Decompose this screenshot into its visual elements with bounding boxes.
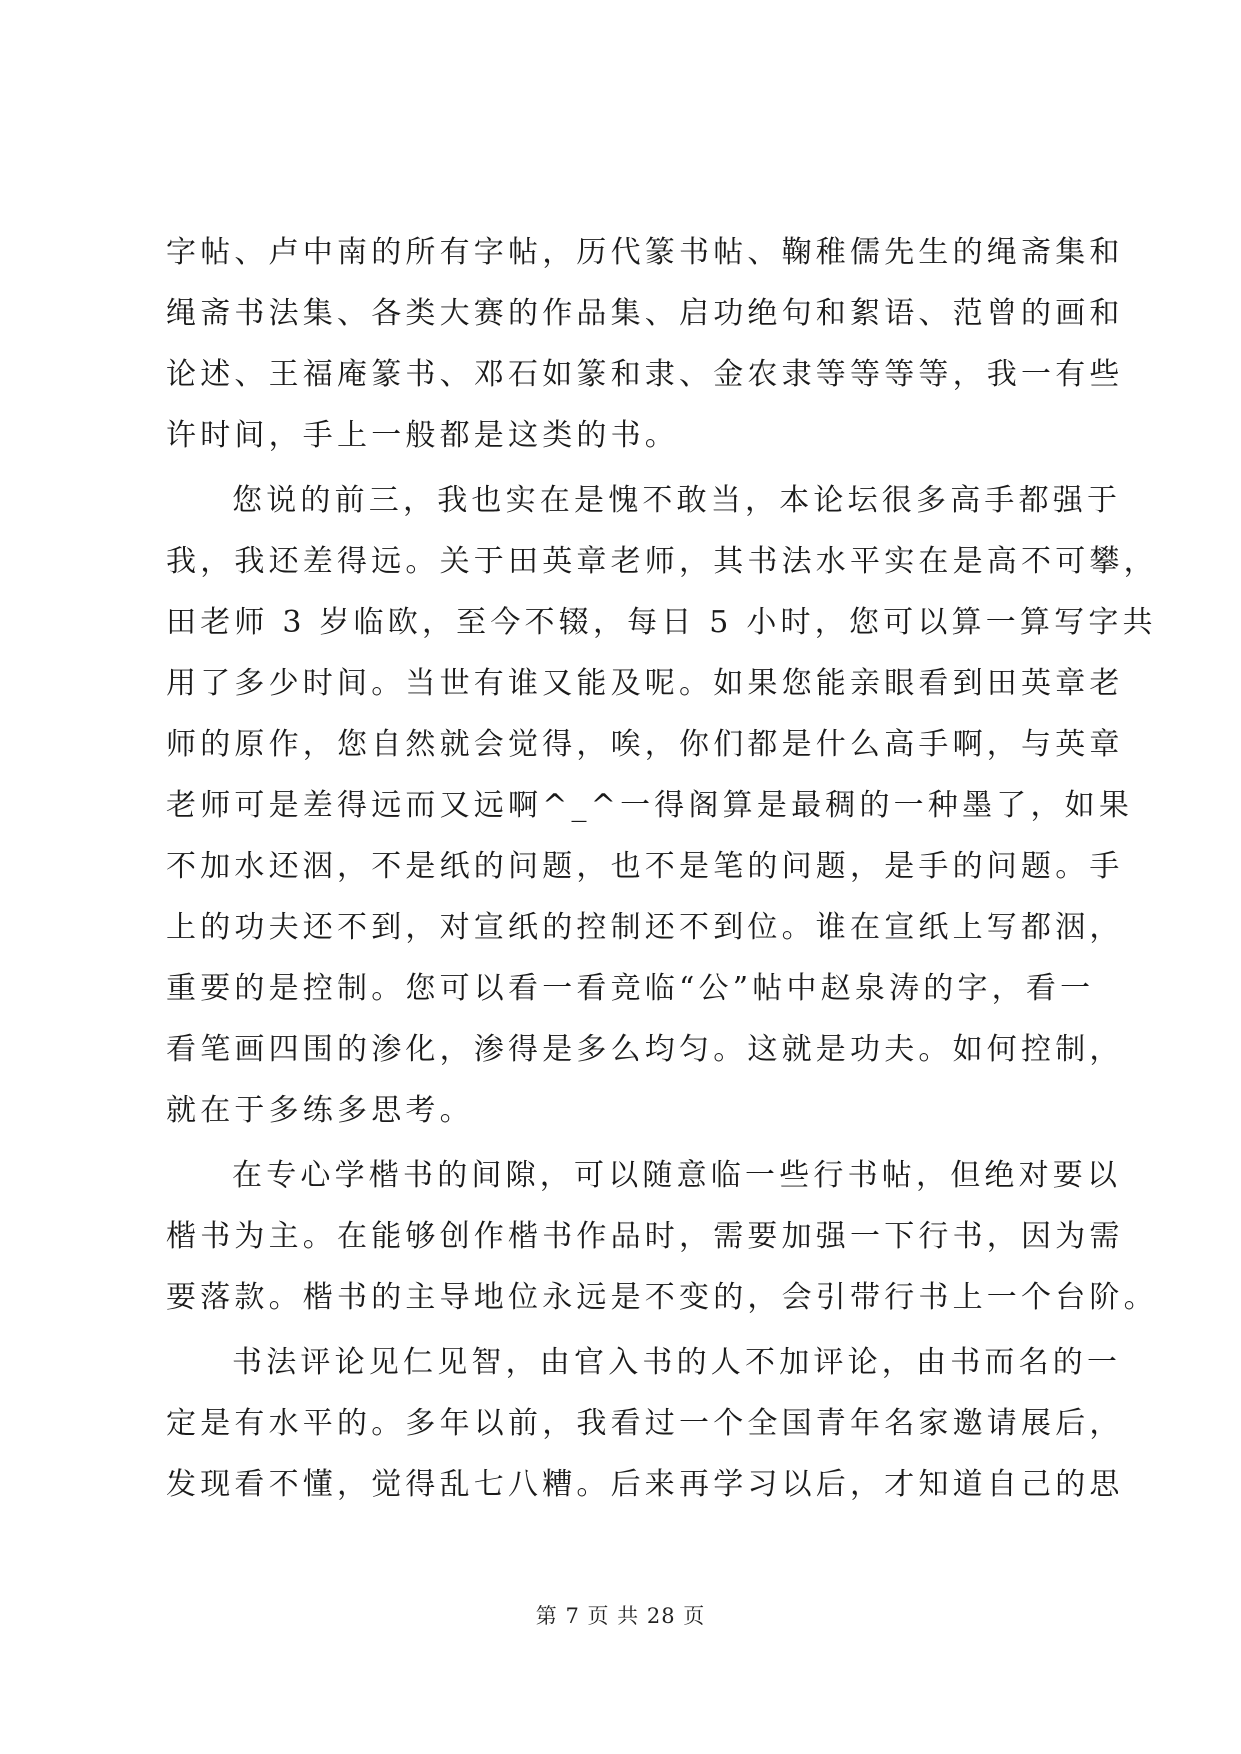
text-line: 师的原作，您自然就会觉得，唉，你们都是什么高手啊，与英章 <box>166 727 1124 762</box>
text-line: 要落款。楷书的主导地位永远是不变的，会引带行书上一个台阶。 <box>166 1280 1158 1315</box>
paragraph-2 <box>166 470 1158 1141</box>
text-line: 字帖、卢中南的所有字帖，历代篆书帖、鞠稚儒先生的绳斋集和 <box>166 235 1124 270</box>
text-line: 许时间，手上一般都是这类的书。 <box>166 418 679 453</box>
text-line: 定是有水平的。多年以前，我看过一个全国青年名家邀请展后， <box>166 1406 1124 1441</box>
text-line: 发现看不懂，觉得乱七八糟。后来再学习以后，才知道自己的思 <box>166 1467 1124 1502</box>
text-line: 绳斋书法集、各类大赛的作品集、启功绝句和絮语、范曾的画和 <box>166 296 1124 331</box>
paragraph-3 <box>166 1145 1158 1328</box>
text-line: 不加水还洇，不是纸的问题，也不是笔的问题，是手的问题。手 <box>166 849 1124 884</box>
text-line: 用了多少时间。当世有谁又能及呢。如果您能亲眼看到田英章老 <box>166 666 1124 701</box>
text-line: 楷书为主。在能够创作楷书作品时，需要加强一下行书，因为需 <box>166 1219 1124 1254</box>
paragraph-1 <box>166 222 1124 466</box>
text-line: 上的功夫还不到，对宣纸的控制还不到位。谁在宣纸上写都洇， <box>166 910 1124 945</box>
text-line: 看笔画四围的渗化，渗得是多么均匀。这就是功夫。如何控制， <box>166 1032 1124 1067</box>
text-line: 老师可是差得远而又远啊^_^一得阁算是最稠的一种墨了，如果 <box>166 788 1134 823</box>
text-line: 论述、王福庵篆书、邓石如篆和隶、金农隶等等等等，我一有些 <box>166 357 1124 392</box>
paragraph-4 <box>166 1332 1124 1515</box>
text-line: 就在于多练多思考。 <box>166 1093 474 1128</box>
text-line: 重要的是控制。您可以看一看竞临“公”帖中赵泉涛的字，看一 <box>166 971 1095 1006</box>
text-line: 田老师 3 岁临欧，至今不辍，每日 5 小时，您可以算一算写字共 <box>166 605 1157 640</box>
text-line: 在专心学楷书的间隙，可以随意临一些行书帖，但绝对要以 <box>232 1158 1122 1193</box>
text-line: 书法评论见仁见智，由官入书的人不加评论，由书而名的一 <box>232 1345 1122 1380</box>
body-text <box>166 222 1158 1515</box>
page-number-footer: 第 7 页 共 28 页 <box>535 1604 706 1628</box>
text-line: 我，我还差得远。关于田英章老师，其书法水平实在是高不可攀， <box>166 544 1158 579</box>
text-line: 您说的前三，我也实在是愧不敢当，本论坛很多高手都强于 <box>232 483 1122 518</box>
